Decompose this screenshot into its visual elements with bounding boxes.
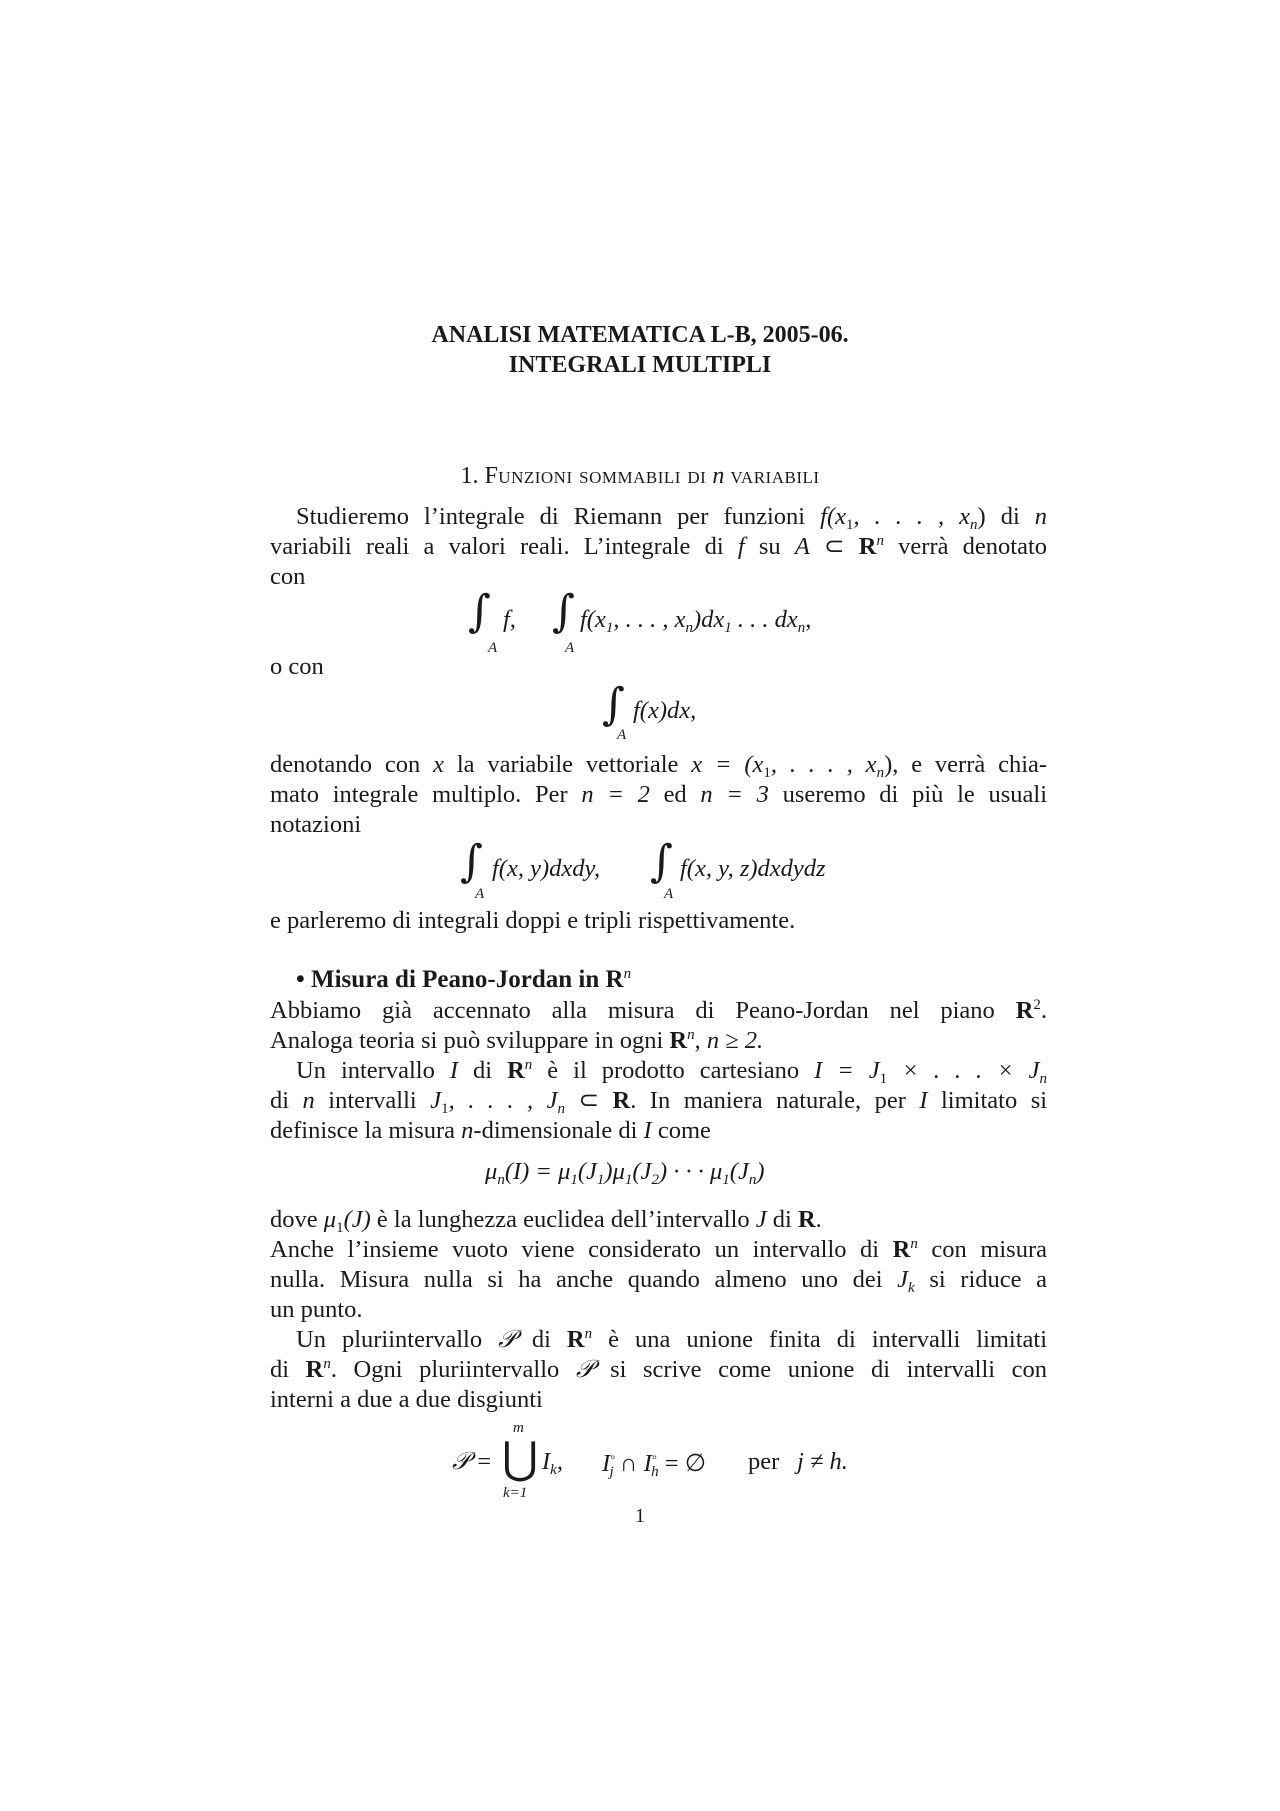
math: = ∅ <box>664 1450 707 1477</box>
text: . <box>815 1206 822 1233</box>
math: μ <box>485 1158 498 1185</box>
text: di <box>473 1057 493 1084</box>
text: -dimensionale di <box>473 1117 638 1144</box>
paragraph-5-line-3 <box>270 1116 1047 1146</box>
text: per <box>748 1448 780 1475</box>
math: I = J <box>814 1057 880 1084</box>
text: si scrive come unione di intervalli con <box>610 1356 1048 1383</box>
ocon-text: o con <box>270 653 324 680</box>
paragraph-2-line-1: denotando con x la variabile vettoriale $x = (x_1$, . . . , $x_n$), e verrà chia- <box>270 751 1048 781</box>
text: di <box>270 1356 290 1383</box>
text: ed <box>663 781 687 808</box>
math: k <box>550 1462 557 1478</box>
text: . In maniera naturale, per <box>630 1087 906 1114</box>
text: di <box>772 1206 792 1233</box>
subscript-A: A <box>664 886 674 902</box>
text: è il prodotto cartesiano <box>547 1057 800 1084</box>
math: I <box>542 1448 551 1475</box>
paragraph-4-line-1: Abbiamo già accennato alla misura di Peano-Jordan nel piano $R^2$. <box>270 997 1048 1024</box>
math: I <box>919 1087 928 1114</box>
math: x = (x <box>691 751 764 778</box>
math: R <box>858 533 877 560</box>
math: n ≥ 2. <box>706 1027 764 1054</box>
math: J <box>430 1087 442 1114</box>
math: n <box>461 1117 474 1144</box>
math: f(x)dx, <box>633 697 697 724</box>
text: Un pluriintervallo <box>296 1326 483 1353</box>
paragraph-6-line-1: dove $\mu_1(J)$ è la lunghezza euclidea dell’intervallo J di R. <box>270 1206 822 1236</box>
math: , <box>805 606 812 633</box>
paragraph-6-line-4: un punto. <box>270 1296 363 1323</box>
math: j ≠ h. <box>797 1448 848 1475</box>
union-sign: ⋃ <box>502 1433 539 1484</box>
math: ∩ <box>619 1450 638 1477</box>
text: Studieremo l’integrale di Riemann per funzioni <box>296 503 806 530</box>
math: R <box>1015 997 1034 1024</box>
integral-sign: ∫ <box>468 586 491 637</box>
integral-sign: ∫ <box>602 679 625 730</box>
paragraph-6-line-2: Anche l’insieme vuoto viene considerato un intervallo di $R^n$ con misura <box>270 1236 1047 1263</box>
math: n = 2 <box>581 781 650 808</box>
text: definisce la misura <box>270 1117 456 1144</box>
subscript-A: A <box>617 727 627 743</box>
text: Abbiamo già accennato alla misura di Peano-Jordan nel piano <box>270 997 995 1024</box>
subscript-A: A <box>488 640 498 656</box>
paragraph-1-line-3: con <box>270 563 306 590</box>
math: , . . . , J <box>448 1087 558 1114</box>
text: mato integrale multiplo. Per <box>270 781 568 808</box>
math: R <box>305 1356 324 1383</box>
text: e verrà chia- <box>911 751 1048 778</box>
paragraph-2-line-3: notazioni <box>270 811 362 838</box>
paragraph-7-line-2: di $R^n$. Ogni pluriintervallo 𝒫 si scrive come unione di intervalli con <box>270 1356 1048 1383</box>
text: di <box>1000 503 1020 530</box>
math: ⊂ <box>824 533 845 560</box>
paragraph-3: e parleremo di integrali doppi e tripli rispettivamente. <box>270 907 796 934</box>
math: ⊂ <box>578 1087 600 1114</box>
page-number: 1 <box>635 1505 645 1527</box>
text: . Ogni pluriintervallo <box>330 1356 560 1383</box>
text: è una unione finita di intervalli limitati <box>608 1326 1048 1353</box>
math: k=1 <box>503 1485 528 1501</box>
math: (I) = μ <box>504 1158 571 1185</box>
paragraph-5-line-2: di n intervalli $J_1$, . . . , $J_n$ ⊂ R. In maniera naturale, per I limitato si <box>270 1087 1048 1117</box>
math: f <box>737 533 745 560</box>
integral-sign: ∫ <box>650 836 673 887</box>
math: ), <box>884 751 899 778</box>
math: (x <box>826 503 846 530</box>
math: , . . . , x <box>853 503 971 530</box>
math: $I^◦_j$ ∩ $I^◦_h$ = ∅ <box>602 1450 707 1480</box>
math: R <box>797 1206 816 1233</box>
paragraph-1-line-1: Studieremo l’integrale di Riemann per funzioni $f(x_1$, . . . , $x_n$) di n <box>296 503 1048 533</box>
integral-sign: ∫ <box>552 586 575 637</box>
formula-4: $\mu_n(I) = \mu_1(J_1)\mu_1(J_2)$ · · · $\mu_1(J_n)$ <box>485 1158 765 1188</box>
text: di <box>270 1087 290 1114</box>
math: f <box>820 503 827 530</box>
document-title-line-2: INTEGRALI MULTIPLI <box>508 352 772 378</box>
text: useremo di più le usuali <box>782 781 1048 808</box>
paragraph-7-line-1: Un pluriintervallo 𝒫 di $R^n$ è una unione finita di intervalli limitati <box>296 1326 1048 1353</box>
text: è la lunghezza euclidea dell’intervallo <box>376 1206 750 1233</box>
math: μ <box>323 1206 337 1233</box>
subscript-A: A <box>565 640 575 656</box>
math <box>542 1448 563 1476</box>
math: I <box>643 1117 652 1144</box>
text: dove <box>270 1206 318 1233</box>
math: (J <box>577 1158 597 1185</box>
section-number: 1. <box>460 463 479 489</box>
paragraph-4-line-2: Analoga teoria si può sviluppare in ogni $R^n$, n ≥ 2. <box>270 1027 764 1054</box>
text: verrà denotato <box>898 533 1048 560</box>
math: x <box>433 751 444 778</box>
section-title-a: Funzioni sommabili di <box>484 463 707 489</box>
math: 𝒫 = <box>452 1448 493 1475</box>
math: × . . . × J <box>902 1057 1040 1084</box>
math: f(x, y)dxdy, <box>492 855 601 882</box>
math: R <box>612 1087 631 1114</box>
subscript-A: A <box>475 886 485 902</box>
math: f(x, y, z)dxdydz <box>680 855 826 882</box>
paragraph-2-line-2 <box>270 780 1047 810</box>
math: n = 3 <box>700 781 769 808</box>
math: ) · · · μ <box>658 1158 723 1185</box>
math: n <box>1034 503 1048 530</box>
text: limitato si <box>941 1087 1048 1114</box>
section-title-b: variabili <box>730 463 820 489</box>
text: con misura <box>931 1236 1047 1263</box>
math: J <box>755 1206 767 1233</box>
math: )dx <box>692 606 725 633</box>
math: $f(x_1$, . . . , $x_n)dx_1$ . . . $dx_n$, <box>580 606 812 636</box>
bullet-icon: • <box>296 966 305 993</box>
math: ) <box>756 1158 765 1185</box>
math: I <box>643 1450 652 1477</box>
section-title-var: n <box>712 463 725 489</box>
math: . . . dx <box>737 606 798 633</box>
text: Anche l’insieme vuoto viene considerato un intervallo di <box>270 1236 880 1263</box>
math: , . . . , x <box>613 606 686 633</box>
math: n <box>302 1087 315 1114</box>
text: di <box>531 1326 551 1353</box>
text: su <box>758 533 781 560</box>
paragraph-7-line-3: interni a due a due disgiunti <box>270 1386 543 1413</box>
text: , <box>694 1027 701 1054</box>
math: R <box>566 1326 585 1353</box>
text: come <box>657 1117 711 1144</box>
math: R <box>669 1027 688 1054</box>
math: (J <box>729 1158 749 1185</box>
math: 𝒫 <box>575 1356 594 1383</box>
math: (J <box>632 1158 652 1185</box>
text: nulla. Misura nulla si ha anche quando almeno uno dei <box>270 1266 883 1293</box>
math: I <box>449 1057 458 1084</box>
text: la variabile vettoriale <box>456 751 679 778</box>
math: )μ <box>604 1158 625 1185</box>
math: , <box>556 1448 563 1475</box>
section-heading <box>0 463 1280 490</box>
math: (J) <box>343 1206 371 1233</box>
math: f(x <box>580 606 606 633</box>
integral-sign: ∫ <box>460 836 483 887</box>
math: f, <box>503 606 516 633</box>
math: R <box>605 966 624 993</box>
union-upper-limit: m <box>513 1420 524 1436</box>
math: R <box>892 1236 911 1263</box>
math: J <box>897 1266 909 1293</box>
text: Un intervallo <box>296 1057 435 1084</box>
math: A <box>794 533 810 560</box>
math: , . . . , x <box>770 751 877 778</box>
document-title-line-1: ANALISI MATEMATICA L-B, 2005-06. <box>431 322 849 348</box>
paragraph-1-line-2: variabili reali a valori reali. L’integrale di f su A ⊂ $R^n$ verrà denotato <box>270 533 1048 560</box>
union-lower-limit <box>503 1485 527 1502</box>
text: variabili reali a valori reali. L’integrale di <box>270 533 724 560</box>
text: si riduce a <box>929 1266 1048 1293</box>
subsection-heading: • Misura di Peano-Jordan in $R^n$ <box>296 966 632 993</box>
subsection-title: Misura di Peano-Jordan in <box>311 966 600 993</box>
text: Analoga teoria si può sviluppare in ogni <box>270 1027 664 1054</box>
math: 𝒫 <box>498 1326 516 1353</box>
text: intervalli <box>328 1087 417 1114</box>
math: R <box>507 1057 525 1084</box>
text: . <box>1040 997 1048 1024</box>
math: I <box>602 1450 611 1477</box>
paragraph-6-line-3: nulla. Misura nulla si ha anche quando almeno uno dei $J_k$ si riduce a <box>270 1266 1048 1296</box>
text: denotando con <box>270 751 421 778</box>
paragraph-5-line-1: Un intervallo I di $R^n$ è il prodotto cartesiano $I = J_1$ × . . . × $J_n$ <box>296 1057 1047 1087</box>
math: ) <box>977 503 986 530</box>
